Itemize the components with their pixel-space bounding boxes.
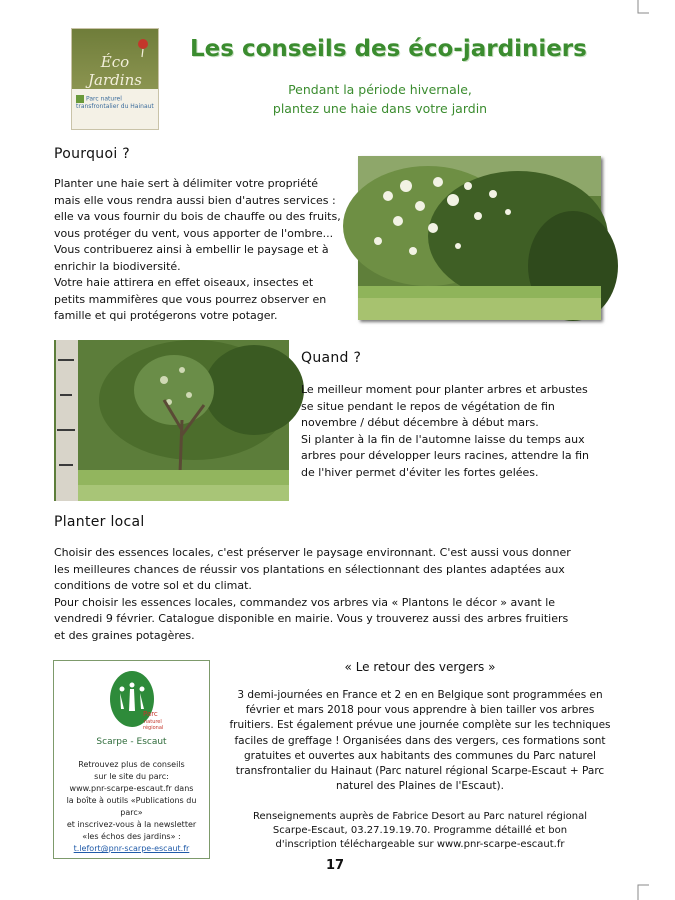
svg-text:Parc: Parc xyxy=(143,710,158,718)
vergers-title: « Le retour des vergers » xyxy=(344,660,496,674)
page-subtitle: Pendant la période hivernale, plantez une haie dans votre jardin xyxy=(272,82,488,116)
parc-info-box xyxy=(53,660,210,859)
page-title: Les conseils des éco-jardiniers xyxy=(190,36,587,62)
page-number: 17 xyxy=(326,858,345,873)
vergers-text: 3 demi-journées en France et 2 en en Belgique sont programmées en février et mars 2018 pour vous apprendre à bien tailler vos arbres fruitiers. Est également prévue une journée complète sur les techniques faciles de greffage ! Organisées dans des vergers, ces formations sont gratuites et ouvertes aux habitants des communes du Parc naturel transfrontalier du Hainaut (Parc naturel régional Scarpe-Escaut + Parc naturel des Plaines de l'Escaut). xyxy=(229,689,611,793)
heading-quand: Quand ? xyxy=(301,350,362,366)
eco-jardins-logo xyxy=(71,28,159,130)
vergers-contact: Renseignements auprès de Fabrice Desort au Parc naturel régional Scarpe-Escaut, 03.27.19.19.70. Programme détaillé et bon d'inscription téléchargeable sur www.pnr-scarpe-escaut.fr xyxy=(252,811,588,850)
garden-photo xyxy=(54,340,289,501)
quand-text: Le meilleur moment pour planter arbres et arbustes se situe pendant le repos de végétation de fin novembre / début décembre à début mars. Si planter à la fin de l'automne laisse du temps aux arbres pour développer leurs racines, attendre la fin de l'hiver permet d'éviter les fortes gelées. xyxy=(301,383,589,479)
heading-pourquoi: Pourquoi ? xyxy=(54,146,130,162)
parc-logo-name: Scarpe - Escaut xyxy=(96,737,167,747)
logo-script: Éco Jardins xyxy=(88,53,142,89)
svg-text:naturel: naturel xyxy=(144,719,162,725)
parc-email-link[interactable]: t.lefort@pnr-scarpe-escaut.fr xyxy=(73,844,190,853)
crop-mark-bottom-right xyxy=(637,884,647,894)
heading-planter-local: Planter local xyxy=(54,514,145,530)
planter-local-text: Choisir des essences locales, c'est préserver le paysage environnant. C'est aussi vous donner les meilleures chances de réussir vos plantations en sélectionnant des plantes adaptées aux conditions de votre sol et du climat. Pour choisir les essences locales, commandez vos arbres via « Plantons le décor » avant le vendredi 9 février. Catalogue disponible en mairie. Vous y trouverez aussi des arbres fruitiers et des graines potagères. xyxy=(54,546,571,642)
parc-square-icon xyxy=(76,95,84,103)
crop-mark-top-right xyxy=(637,0,647,10)
hedge-photo xyxy=(358,156,601,320)
parc-box-text: Retrouvez plus de conseils sur le site du parc: www.pnr-scarpe-escaut.fr dans la boîte à outils «Publications du parc» et inscrivez-vous à la newsletter «les échos des jardins» : t.lefort@pnr-scarpe-escaut.fr xyxy=(58,759,205,855)
logo-mini-text: Parc naturel transfrontalier du Hainaut xyxy=(76,95,154,110)
svg-text:régional: régional xyxy=(143,725,164,731)
pourquoi-text: Planter une haie sert à délimiter votre propriété mais elle vous rendra aussi bien d'autres services : elle va vous fournir du bois de chauffe ou des fruits, vous protéger du vent, vous apporter de l'ombre... Vous contribuerez ainsi à embellir le paysage et à enrichir la biodiversité. Votre haie attirera en effet oiseaux, insectes et petits mammifères que vous pourrez observer en famille et qui protégerons votre potager. xyxy=(54,177,341,322)
